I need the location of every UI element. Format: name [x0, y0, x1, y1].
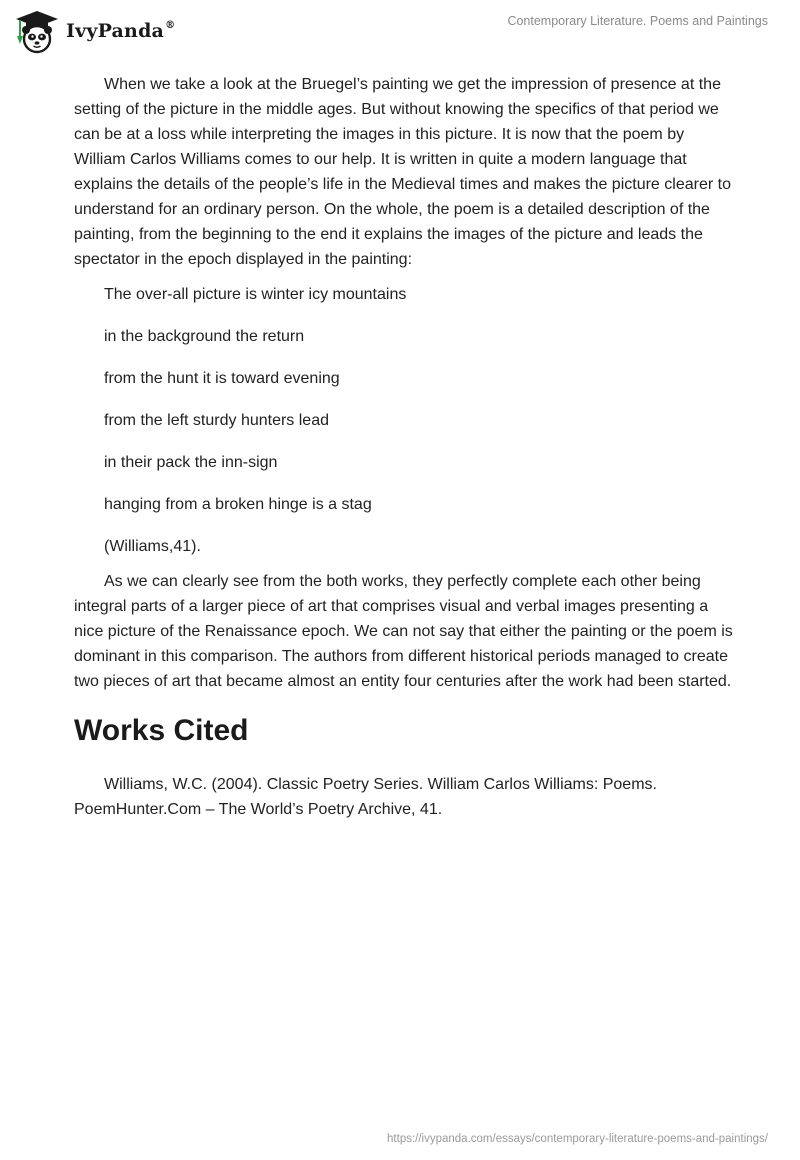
ivypanda-logo[interactable]	[14, 8, 175, 54]
works-cited-entry: Williams, W.C. (2004). Classic Poetry Series. William Carlos Williams: Poems. PoemHunter.Com – The World’s Poetry Archive, 41.	[74, 776, 657, 818]
registered-mark: ®	[165, 19, 176, 31]
poem-line: The over-all picture is winter icy mountains	[104, 286, 407, 303]
body-paragraph-2: As we can clearly see from the both works, they perfectly complete each other being integral parts of a larger piece of art that comprises visual and verbal images presenting a nice picture of the Renaissance epoch. We can not say that either the painting or the poem is dominant in this comparison. The authors from different historical periods managed to create two pieces of art that became almost an entity four centuries after the work had been started.	[74, 573, 733, 690]
poem-line: from the left sturdy hunters lead	[104, 412, 329, 429]
document-title: Contemporary Literature. Poems and Paintings	[507, 14, 768, 28]
works-cited-heading: Works Cited	[74, 714, 249, 747]
poem-quote	[74, 282, 734, 559]
essay-content	[74, 72, 734, 832]
poem-line: from the hunt it is toward evening	[104, 370, 340, 387]
footer-url[interactable]: https://ivypanda.com/essays/contemporary-literature-poems-and-paintings/	[387, 1133, 768, 1145]
poem-line: hanging from a broken hinge is a stag	[104, 496, 372, 513]
poem-line: in their pack the inn-sign	[104, 454, 278, 471]
panda-graduation-cap-icon	[14, 8, 60, 54]
brand-name: IvyPanda®	[66, 19, 176, 42]
page-header	[0, 0, 800, 60]
poem-citation: (Williams,41).	[104, 538, 201, 555]
poem-line: in the background the return	[104, 328, 305, 345]
body-paragraph-1: When we take a look at the Bruegel’s painting we get the impression of presence at the setting of the picture in the middle ages. But without knowing the specifics of that period we can be at a loss while interpreting the images in this picture. It is now that the poem by William Carlos Williams comes to our help. It is written in quite a modern language that explains the details of the people’s life in the Medieval times and makes the picture clearer to understand for an ordinary person. On the whole, the poem is a detailed description of the painting, from the beginning to the end it explains the images of the picture and leads the spectator in the epoch displayed in the painting:	[74, 76, 731, 268]
